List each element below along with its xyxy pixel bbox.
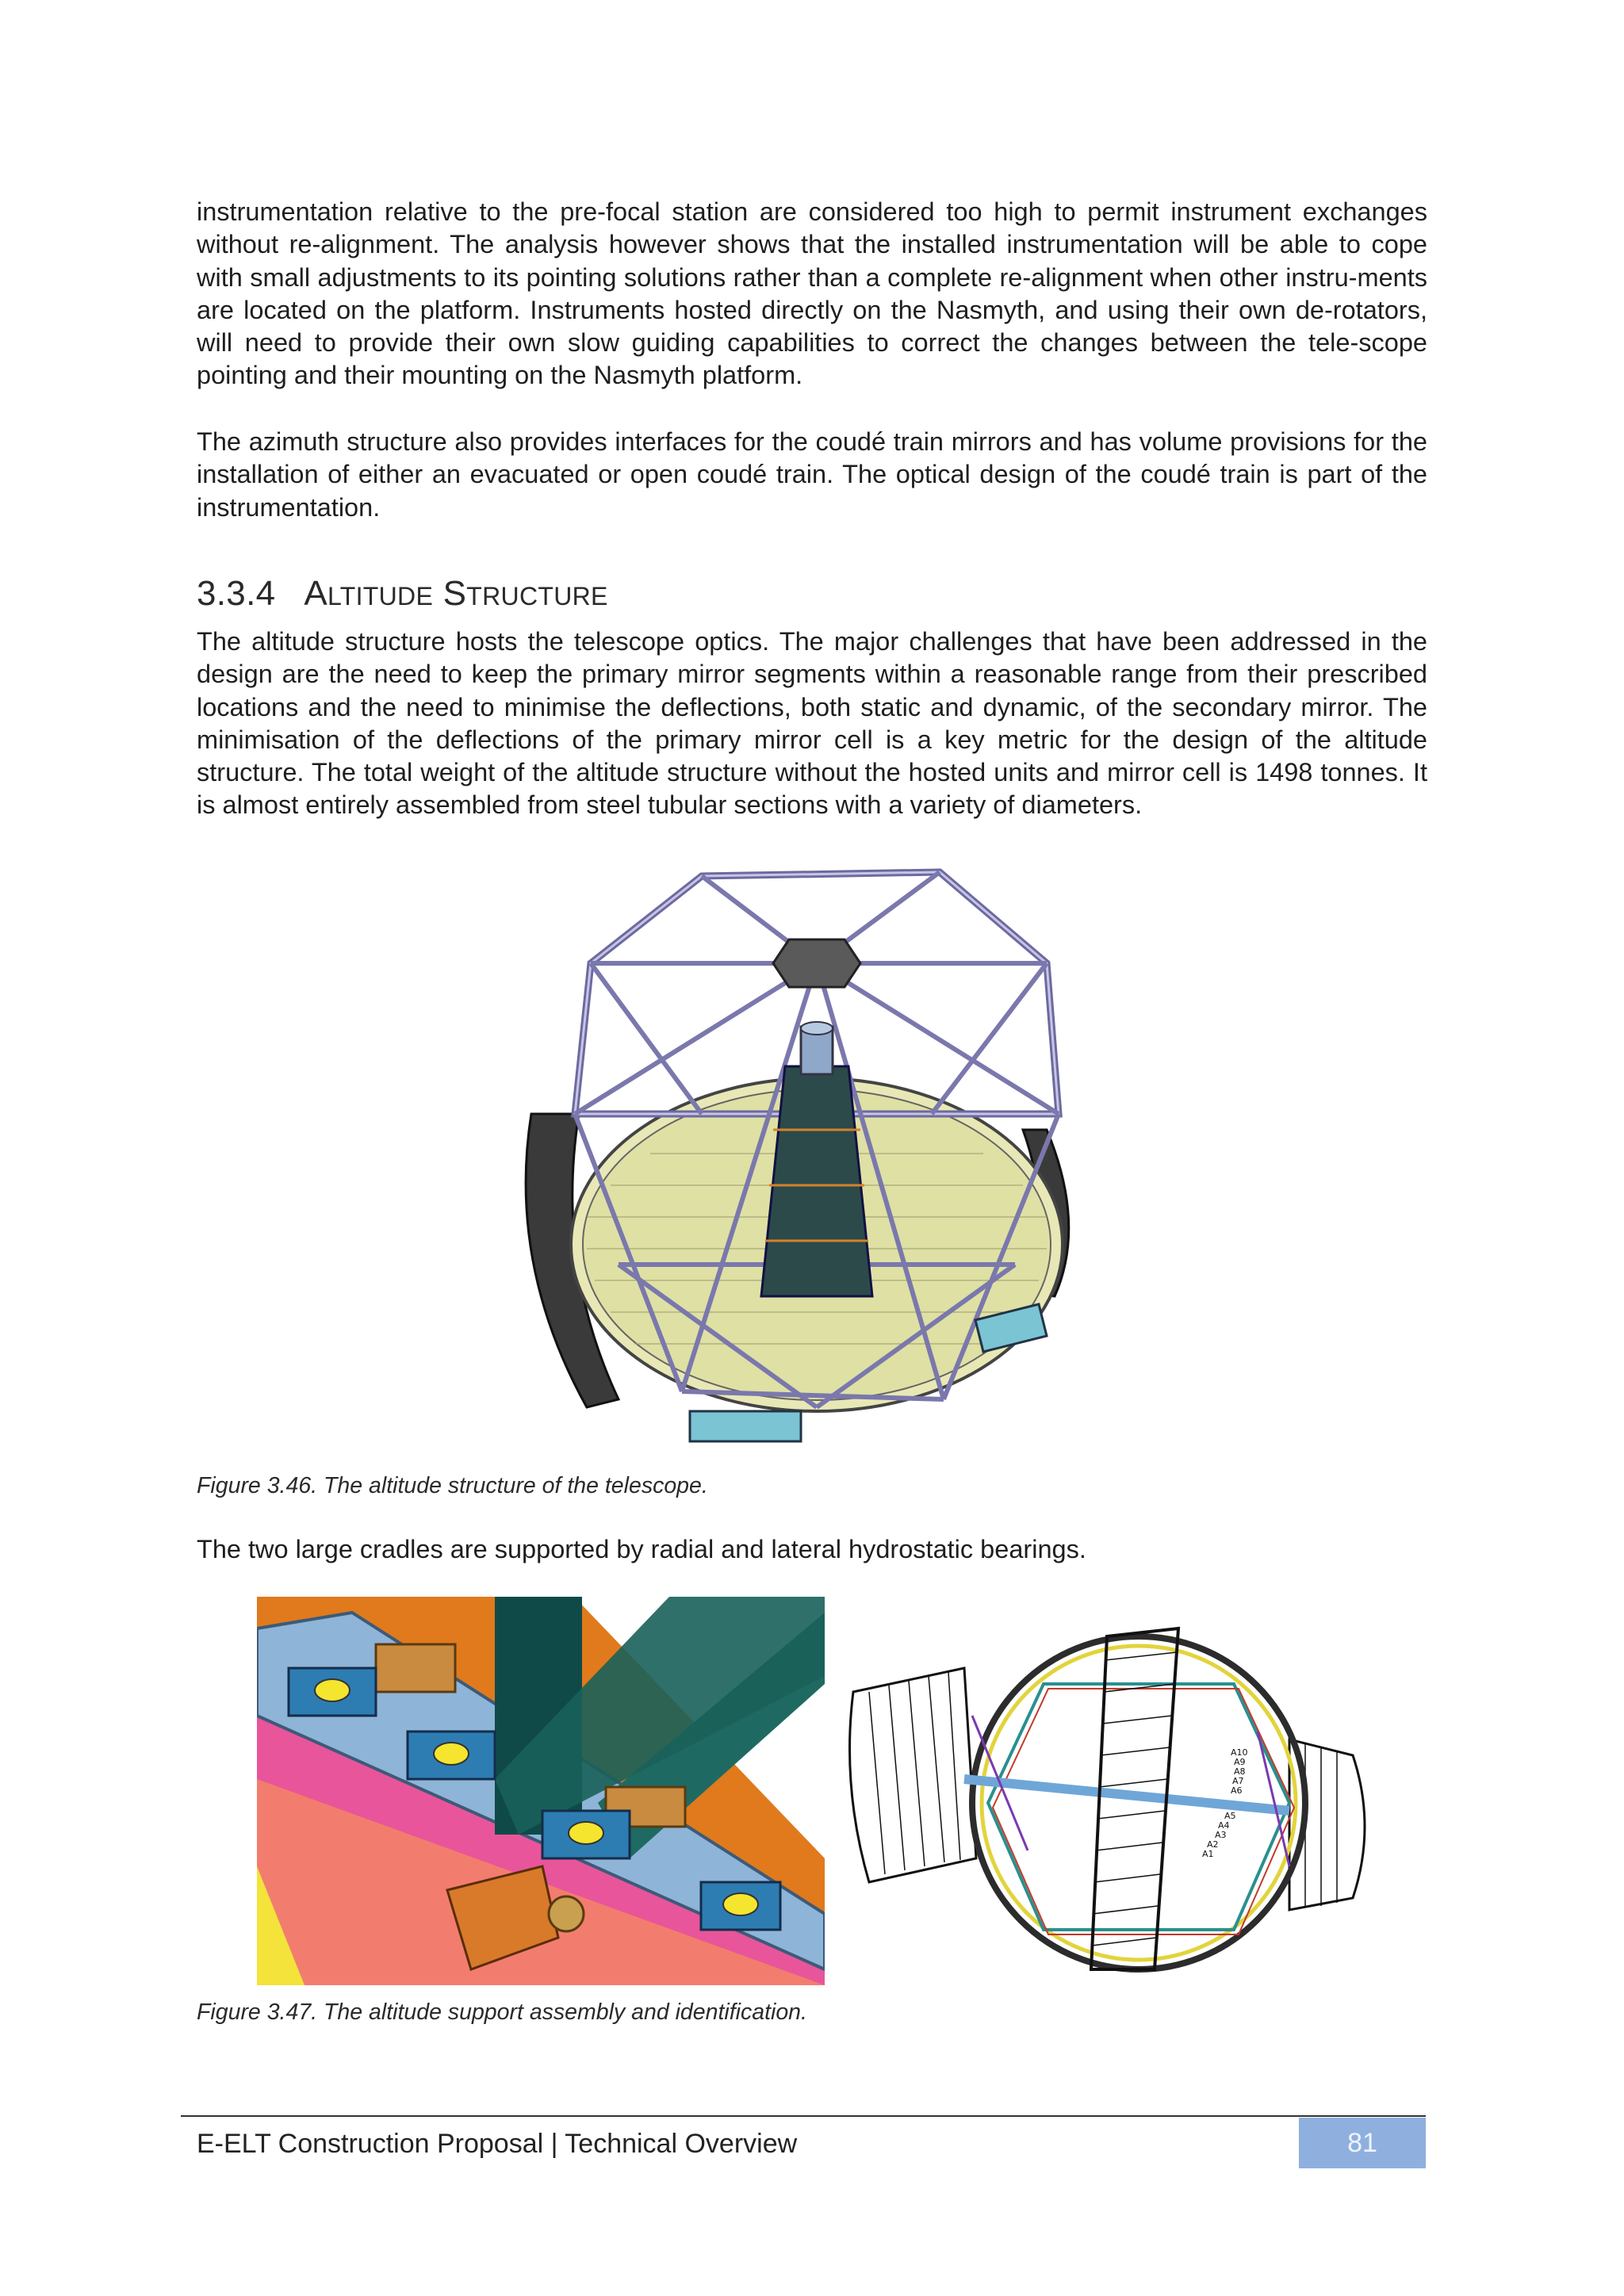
bearing-label-a6: A6	[1231, 1785, 1243, 1796]
bearing-label-a7: A7	[1232, 1776, 1244, 1786]
altitude-support-identification-diagram	[845, 1597, 1375, 1985]
footer-divider	[181, 2115, 1426, 2117]
figure-3-46-caption: Figure 3.46. The altitude structure of the telescope.	[197, 1473, 708, 1498]
bearing-label-a3: A3	[1215, 1830, 1227, 1840]
heading-word2-rest: TRUCTURE	[466, 582, 608, 610]
heading-word1-cap: A	[304, 574, 328, 613]
bearing-label-a8: A8	[1234, 1766, 1246, 1777]
bearing-label-a2: A2	[1207, 1839, 1219, 1850]
footer-title: E-ELT Construction Proposal | Technical Overview	[197, 2129, 798, 2159]
bearing-label-a9: A9	[1234, 1757, 1246, 1767]
bearing-label-a4: A4	[1218, 1820, 1230, 1831]
bearing-label-a5: A5	[1224, 1811, 1236, 1821]
heading-word2-cap: S	[442, 574, 467, 613]
body-paragraph-4: The two large cradles are supported by radial and lateral hydrostatic bearings.	[197, 1535, 1086, 1563]
altitude-support-assembly-image	[257, 1597, 825, 1985]
bearing-label-a10: A10	[1231, 1747, 1248, 1758]
body-paragraph-2: The azimuth structure also provides interfaces for the coudé train mirrors and has volume provisions for the installation of either an evacuated or open coudé train. The optical design of the coudé train is part of the instrumentation.	[197, 427, 1427, 522]
altitude-structure-figure	[500, 852, 1118, 1463]
bearing-label-a1: A1	[1202, 1849, 1214, 1859]
section-heading	[197, 574, 608, 614]
page-number: 81	[1299, 2118, 1426, 2168]
body-paragraph-3: The altitude structure hosts the telescope optics. The major challenges that have been addressed in the design are the need to keep the primary mirror segments within a reasonable range from their prescribed locations and the need to minimise the deflections, both static and dynamic, of the secondary mirror. The minimisation of the deflections of the primary mirror cell is a key metric for the design of the altitude structure. The total weight of the altitude structure without the hosted units and mirror cell is 1498 tonnes. It is almost entirely assembled from steel tubular sections with a variety of diameters.	[197, 627, 1427, 820]
figure-3-47-caption: Figure 3.47. The altitude support assembly and identification.	[197, 1999, 807, 2025]
section-number: 3.3.4	[197, 574, 276, 613]
body-paragraph-1: instrumentation relative to the pre-focal station are considered too high to permit instrument exchanges without re-alignment. The analysis however shows that the installed instrumentation will be able to cope with small adjustments to its pointing solutions rather than a complete re-alignment when other instru-ments are located on the platform. Instruments hosted directly on the Nasmyth, and using their own de-rotators, will need to provide their own slow guiding capabilities to correct the changes between the tele-scope pointing and their mounting on the Nasmyth platform.	[197, 197, 1427, 390]
heading-word1-rest: LTITUDE	[327, 582, 434, 610]
